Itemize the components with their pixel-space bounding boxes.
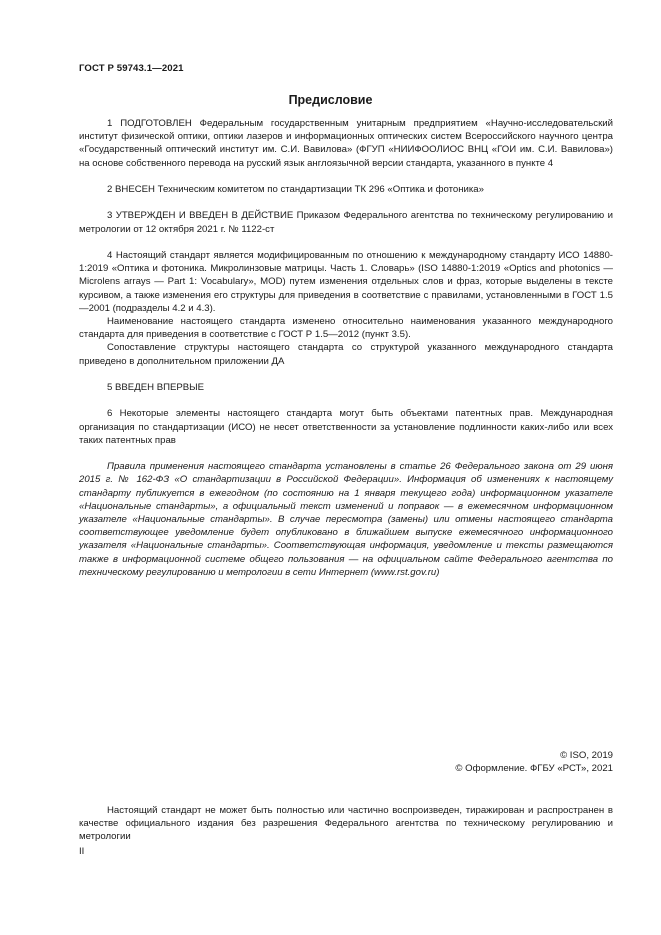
preface-item-2: 2 ВНЕСЕН Техническим комитетом по стандартизации ТК 296 «Оптика и фотоника» xyxy=(107,184,484,195)
copyright-block xyxy=(455,749,613,775)
preface-item-4-name-note: Наименование настоящего стандарта изменено относительно наименования указанного международного стандарта для приведения в соответствие с ГОСТ Р 1.5—2012 (пункт 3.5). xyxy=(79,316,613,341)
document-code: ГОСТ Р 59743.1—2021 xyxy=(79,63,184,74)
page-number: II xyxy=(79,846,85,857)
preface-body xyxy=(79,117,613,579)
preface-item-4-structure-note: Сопоставление структуры настоящего стандарта со структурой указанного международного стандарта приведено в дополнительном приложении ДА xyxy=(79,342,613,367)
preface-item-4: 4 Настоящий стандарт является модифицированным по отношению к международному стандарту ИСО 14880-1:2019 «Оптика и фотоника. Микролинзовые матрицы. Часть 1. Словарь» (ISO 14880-1:2019 «Optics and photonics — Microlens arrays — Part 1: Vocabulary», MOD) путем изменения отдельных слов и фраз, которые выделены в тексте курсивом, а также изменения его структуры для приведения в соответствие с правилами, установленными в ГОСТ 1.5—2001 (подразделы 4.2 и 4.3). xyxy=(79,249,613,314)
rules-of-application-note: Правила применения настоящего стандарта установлены в статье 26 Федерального закона от 29 июня 2015 г. № 162-ФЗ «О стандартизации в Российской Федерации». Информация об изменениях к настоящему стандарту публикуется в ежегодном (по состоянию на 1 января текущего года) информационном указателе «Национальные стандарты», а официальный текст изменений и поправок — в ежемесячном информационном указателе «Национальные стандарты». В случае пересмотра (замены) или отмены настоящего стандарта соответствующее уведомление будет опубликовано в ближайшем выпуске ежемесячного информационного указателя «Национальные стандарты». Соответствующая информация, уведомление и тексты размещаются также в информационной системе общего пользования — на официальном сайте Федерального агентства по техническому регулированию и метрологии в сети Интернет (www.rst.gov.ru) xyxy=(79,461,613,578)
preface-item-3: 3 УТВЕРЖДЕН И ВВЕДЕН В ДЕЙСТВИЕ Приказом Федерального агентства по техническому регулированию и метрологии от 12 октября 2021 г. № 1122-ст xyxy=(79,210,613,235)
reproduction-notice: Настоящий стандарт не может быть полностью или частично воспроизведен, тиражирован и распространен в качестве официального издания без разрешения Федерального агентства по техническому регулированию и метрологии xyxy=(79,805,613,843)
rst-copyright: © Оформление. ФГБУ «РСТ», 2021 xyxy=(455,763,613,775)
preface-item-6: 6 Некоторые элементы настоящего стандарта могут быть объектами патентных прав. Международная организация по стандартизации (ИСО) не несет ответственности за установление подлинности каких-либо или всех таких патентных прав xyxy=(79,408,613,446)
reproduction-notice-block xyxy=(79,804,613,844)
iso-copyright: © ISO, 2019 xyxy=(560,750,613,761)
preface-item-5: 5 ВВЕДЕН ВПЕРВЫЕ xyxy=(107,382,205,393)
page-title: Предисловие xyxy=(288,93,373,107)
preface-item-1: 1 ПОДГОТОВЛЕН Федеральным государственным унитарным предприятием «Научно-исследовательский институт физической оптики, оптики лазеров и информационных оптических систем Всероссийского научного центра «Государственный оптический институт им. С.И. Вавилова» (ФГУП «НИИФООЛИОС ВНЦ «ГОИ им. С.И. Вавилова») на основе собственного перевода на русский язык англоязычной версии стандарта, указанного в пункте 4 xyxy=(79,118,613,169)
